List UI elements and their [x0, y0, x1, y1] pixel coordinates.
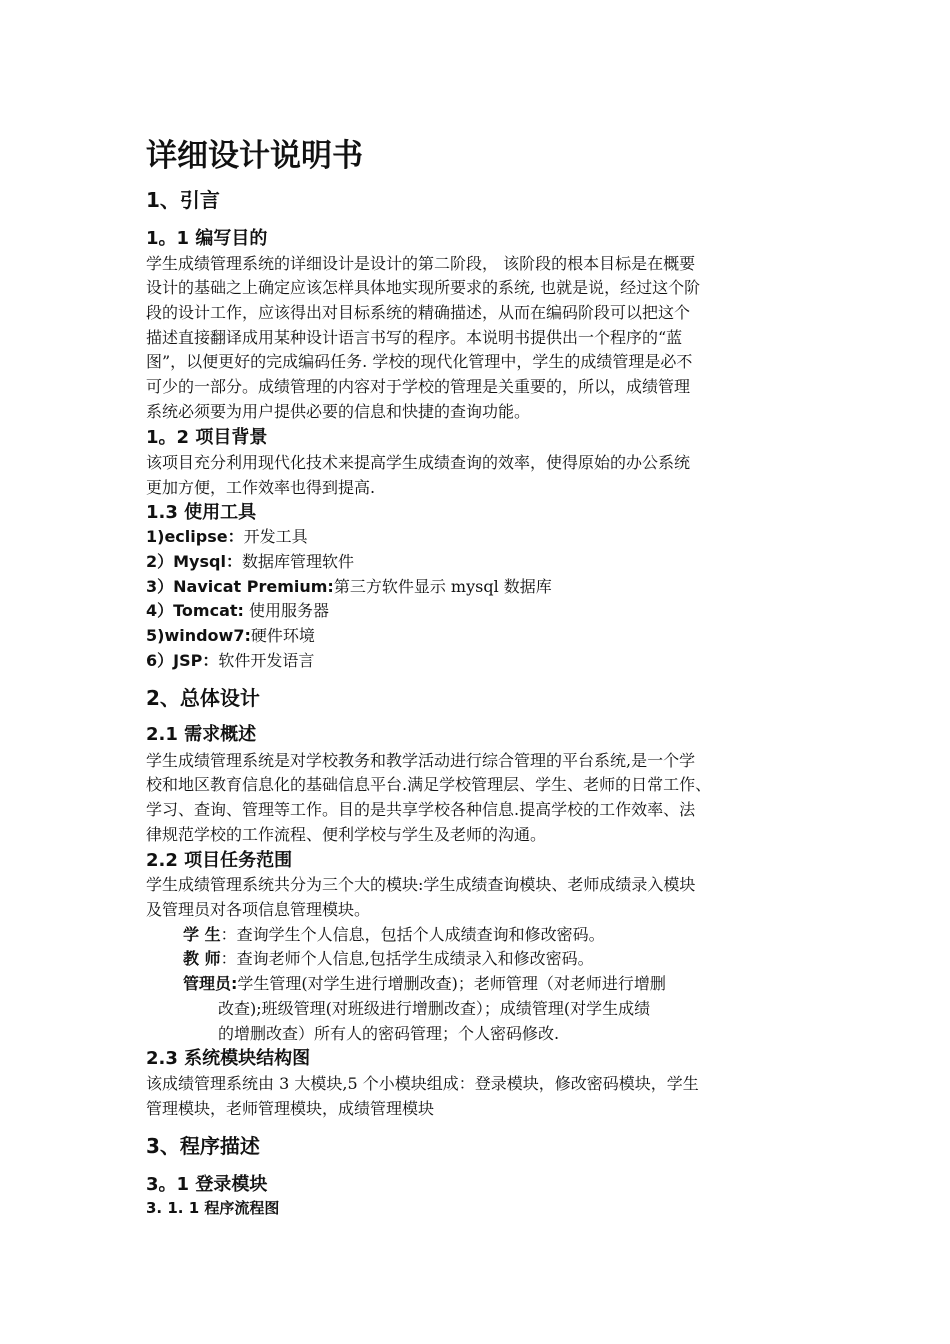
tool-key: 2）Mysql： — [146, 552, 242, 571]
tool-item — [146, 549, 354, 572]
tool-item — [146, 598, 329, 621]
paragraph-line: 描述直接翻译成用某种设计语言书写的程序。本说明书提供出一个程序的“蓝 — [146, 328, 683, 347]
paragraph-line: 校和地区教育信息化的基础信息平台.满足学校管理层、学生、老师的日常工作、 — [146, 775, 712, 794]
heading-requirements: 2.1 需求概述 — [146, 724, 257, 745]
tool-value: 软件开发语言 — [218, 651, 315, 670]
role-teacher-text: ：查询老师个人信息,包括学生成绩录入和修改密码。 — [220, 949, 594, 968]
tool-key: 4）Tomcat: — [146, 601, 244, 620]
tool-key: 5)window7: — [146, 626, 251, 645]
role-admin — [183, 971, 666, 994]
role-admin-label: 管理员: — [183, 974, 238, 993]
heading-flowchart: 3. 1. 1 程序流程图 — [146, 1199, 280, 1217]
tool-key: 6）JSP： — [146, 651, 219, 670]
paragraph-line: 系统必须要为用户提供必要的信息和快捷的查询功能。 — [146, 402, 531, 421]
tool-item — [146, 648, 314, 671]
tool-item — [146, 524, 308, 547]
tool-item — [146, 574, 552, 597]
heading-background: 1。2 项目背景 — [146, 427, 268, 448]
role-admin-text: 学生管理(对学生进行增删改查)；老师管理（对老师进行增删 — [237, 974, 666, 993]
tool-key: 3）Navicat Premium: — [146, 577, 334, 596]
paragraph-line: 设计的基础之上确定应该怎样具体地实现所要求的系统, 也就是说，经过这个阶 — [146, 278, 701, 297]
paragraph-line: 该成绩管理系统由 3 大模块,5 个小模块组成：登录模块，修改密码模块，学生 — [146, 1074, 699, 1093]
paragraph-line: 及管理员对各项信息管理模块。 — [146, 900, 371, 919]
heading-overall-design: 2、总体设计 — [146, 686, 260, 710]
heading-module-structure: 2.3 系统模块结构图 — [146, 1048, 311, 1069]
role-admin-text: 改查);班级管理(对班级进行增删改查）；成绩管理(对学生成绩 — [218, 999, 651, 1018]
tool-key: 1)eclipse： — [146, 527, 244, 546]
paragraph-line: 学生成绩管理系统的详细设计是设计的第二阶段， 该阶段的根本目标是在概要 — [146, 254, 696, 273]
heading-tools: 1.3 使用工具 — [146, 502, 257, 523]
paragraph-line: 律规范学校的工作流程、便利学校与学生及老师的沟通。 — [146, 825, 547, 844]
tool-item — [146, 623, 315, 646]
tool-value: 使用服务器 — [243, 601, 330, 620]
paragraph-line: 段的设计工作，应该得出对目标系统的精确描述，从而在编码阶段可以把这个 — [146, 303, 691, 322]
role-student — [183, 922, 605, 945]
heading-introduction: 1、引言 — [146, 188, 220, 212]
role-admin-text: 的增删改查）所有人的密码管理；个人密码修改. — [218, 1024, 560, 1043]
document-title: 详细设计说明书 — [146, 138, 363, 174]
role-student-text: ：查询学生个人信息，包括个人成绩查询和修改密码。 — [220, 925, 605, 944]
heading-login-module: 3。1 登录模块 — [146, 1174, 268, 1195]
role-teacher — [183, 946, 594, 969]
paragraph-line: 更加方便，工作效率也得到提高. — [146, 478, 376, 497]
role-teacher-label: 教 师 — [183, 949, 221, 968]
tool-value: 开发工具 — [243, 527, 308, 546]
paragraph-line: 学生成绩管理系统共分为三个大的模块:学生成绩查询模块、老师成绩录入模块 — [146, 875, 696, 894]
paragraph-line: 管理模块，老师管理模块，成绩管理模块 — [146, 1099, 435, 1118]
heading-scope: 2.2 项目任务范围 — [146, 850, 293, 871]
paragraph-line: 图”，以便更好的完成编码任务. 学校的现代化管理中，学生的成绩管理是必不 — [146, 352, 693, 371]
heading-program-description: 3、程序描述 — [146, 1134, 260, 1158]
paragraph-line: 学习、查询、管理等工作。目的是共享学校各种信息.提高学校的工作效率、法 — [146, 800, 696, 819]
paragraph-line: 可少的一部分。成绩管理的内容对于学校的管理是关重要的，所以，成绩管理 — [146, 377, 691, 396]
heading-purpose: 1。1 编写目的 — [146, 228, 268, 249]
tool-value: 硬件环境 — [250, 626, 315, 645]
paragraph-line: 学生成绩管理系统是对学校教务和教学活动进行综合管理的平台系统,是一个学 — [146, 751, 696, 770]
role-student-label: 学 生 — [183, 925, 221, 944]
tool-value: 第三方软件显示 mysql 数据库 — [333, 577, 552, 596]
paragraph-line: 该项目充分利用现代化技术来提高学生成绩查询的效率，使得原始的办公系统 — [146, 453, 691, 472]
tool-value: 数据库管理软件 — [241, 552, 354, 571]
